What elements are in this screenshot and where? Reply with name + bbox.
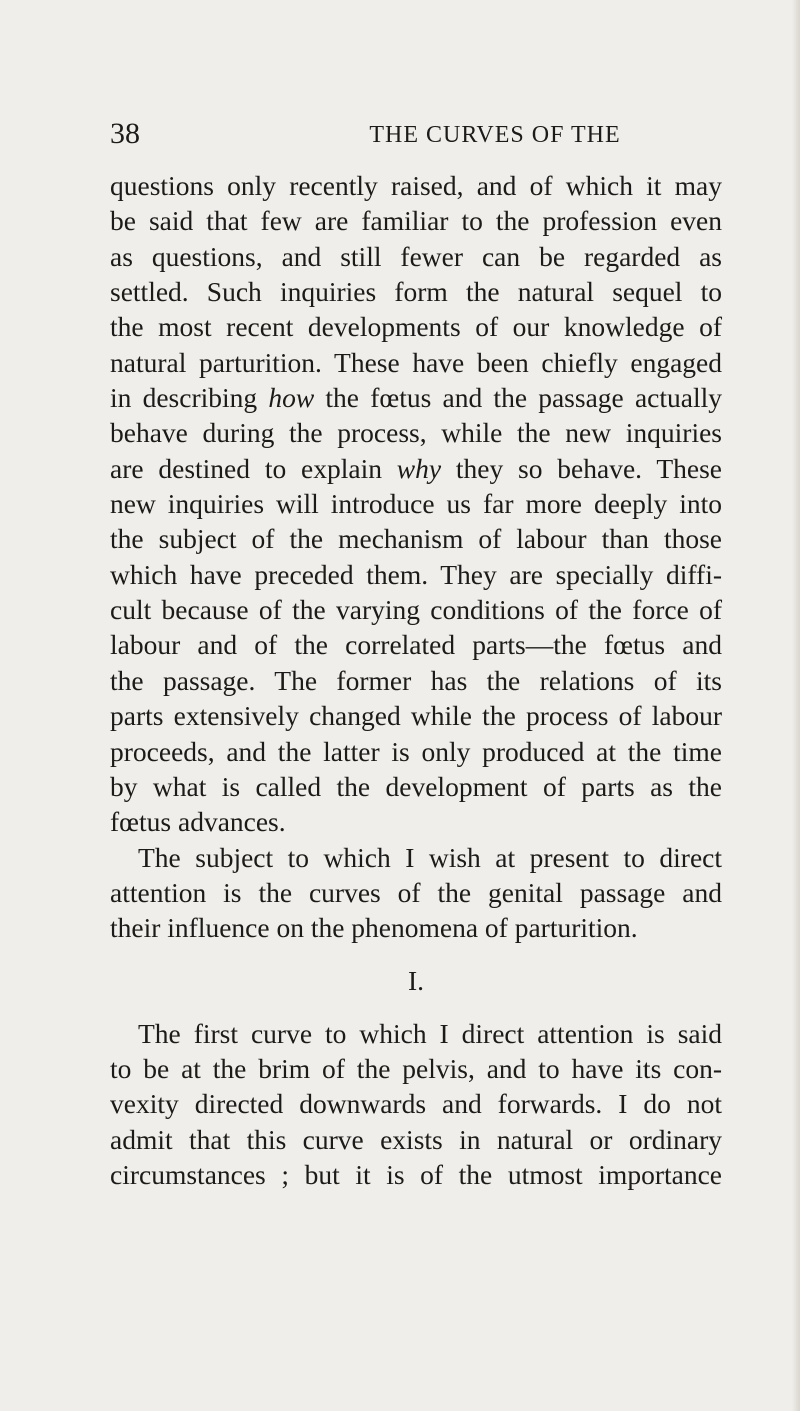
text-line-12: which have preceded them. They are specially diffi-: [110, 558, 722, 590]
text-line-22: their influence on the phenomena of parturition.: [110, 912, 638, 944]
text-line-3: as questions, and still fewer can be regarded as: [110, 240, 722, 272]
text-line-13: cult because of the varying conditions of the force of: [110, 594, 722, 626]
running-title: THE CURVES OF THE: [369, 122, 621, 148]
text-line-9: [110, 451, 722, 486]
text-line-6: natural parturition. These have been chiefly engaged: [110, 346, 722, 378]
text-line-16: parts extensively changed while the process of labour: [110, 700, 722, 732]
text-line-17: proceeds, and the latter is only produced at the time: [110, 735, 722, 767]
text-line-19: fœtus advances.: [110, 806, 286, 838]
page-edge-shadow: [792, 0, 800, 1411]
text-line-1: questions only recently raised, and of which it may: [110, 170, 722, 201]
section-number: I.: [407, 964, 425, 996]
text-line-11: the subject of the mechanism of labour than those: [110, 523, 722, 555]
text-line-24: The first curve to which I direct attention is said: [138, 1017, 722, 1049]
text-line-26: vexity directed downwards and forwards. I do not: [110, 1088, 722, 1120]
text-line-10: new inquiries will introduce us far more deeply into: [110, 488, 722, 520]
page-header: [110, 116, 720, 152]
text-line-18: by what is called the development of parts as the: [110, 770, 722, 802]
text-line-28: circumstances ; but it is of the utmost importance: [110, 1158, 722, 1190]
body-text: [110, 168, 722, 1192]
text-line-2: be said that few are familiar to the profession even: [110, 205, 722, 237]
text-line-27: admit that this curve exists in natural or ordinary: [110, 1123, 722, 1155]
text-line-4: settled. Such inquiries form the natural sequel to: [110, 276, 722, 308]
text-line-15: the passage. The former has the relations of its: [110, 664, 722, 696]
text-line-20: The subject to which I wish at present to direct: [138, 841, 722, 873]
text-segment: in describing: [110, 382, 269, 414]
text-line-5: the most recent developments of our knowledge of: [110, 311, 722, 343]
page-number: 38: [110, 117, 140, 150]
text-line-8: behave during the process, while the new inquiries: [110, 417, 722, 449]
text-segment: are destined to explain: [110, 452, 397, 484]
emphasis-why: why: [396, 452, 442, 484]
text-line-7: [110, 380, 722, 415]
text-line-14: labour and of the correlated parts—the fœtus and: [110, 629, 722, 661]
text-line-21: attention is the curves of the genital passage and: [110, 876, 722, 908]
emphasis-how: how: [268, 382, 315, 414]
text-line-25: to be at the brim of the pelvis, and to have its con-: [110, 1052, 722, 1084]
text-segment: the fœtus and the passage actually: [314, 382, 722, 414]
text-segment: they so behave. These: [441, 452, 722, 484]
